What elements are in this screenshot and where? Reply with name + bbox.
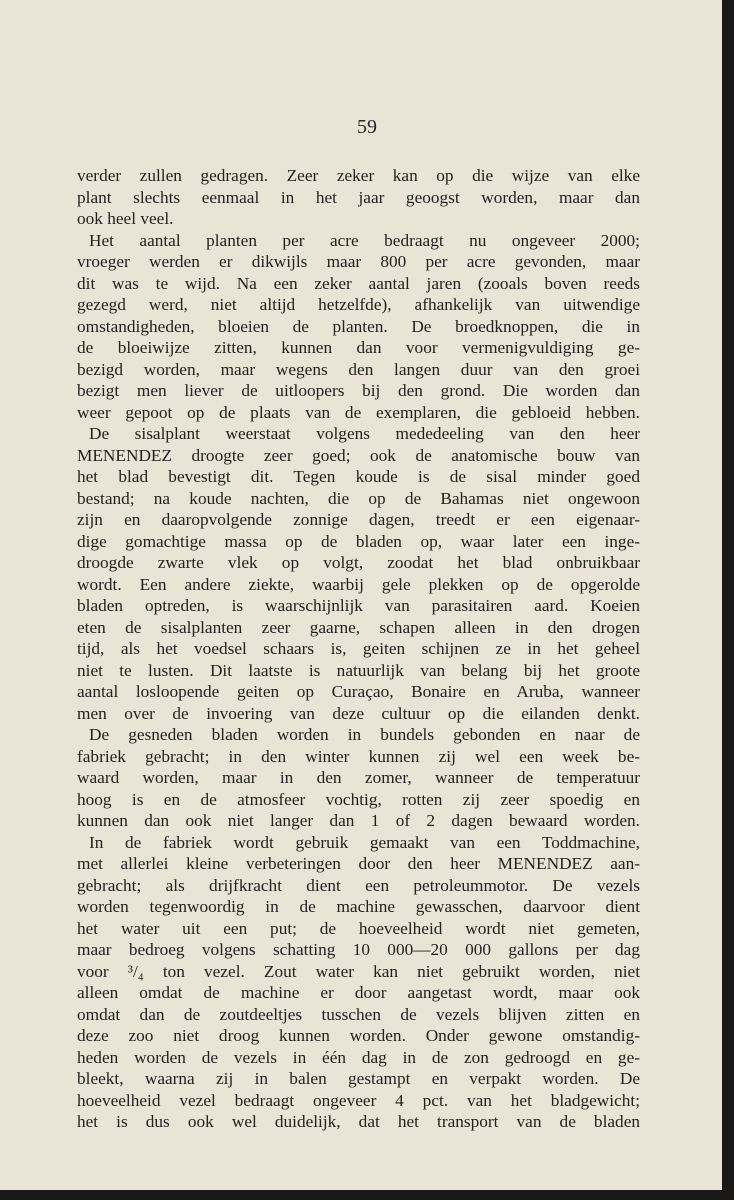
text-line: kunnen dan ook niet langer dan 1 of 2 dagen bewaard worden. <box>77 811 640 830</box>
text-line: het is dus ook wel duidelijk, dat het transport van de bladen <box>77 1112 640 1131</box>
text-line: weer gepoot op de plaats van de exemplaren, die gebloeid hebben. <box>77 402 640 422</box>
text-line: bestand; na koude nachten, die op de Bahamas niet ongewoon <box>77 488 640 508</box>
text-line: deze zoo niet droog kunnen worden. Onder gewone omstandig- <box>77 1026 640 1045</box>
text-line: heden worden de vezels in één dag in de zon gedroogd en ge- <box>77 1047 640 1067</box>
body-text <box>77 165 640 1133</box>
text-line: eten de sisalplanten zeer gaarne, schapen alleen in den drogen <box>77 617 640 637</box>
text-line: verder zullen gedragen. Zeer zeker kan op die wijze van elke <box>77 166 640 185</box>
text-line: voor ³/₄ ton vezel. Zout water kan niet gebruikt worden, niet <box>77 961 640 981</box>
text-line: aantal losloopende geiten op Curaçao, Bonaire en Aruba, wanneer <box>77 682 640 701</box>
text-line: men over de invoering van deze cultuur op die eilanden denkt. <box>77 703 640 723</box>
text-line: ook heel veel. <box>77 209 174 228</box>
text-line: fabriek gebracht; in den winter kunnen zij wel een week be- <box>77 746 640 766</box>
text-line: In de fabriek wordt gebruik gemaakt van een Toddmachine, <box>89 832 640 852</box>
text-line: De sisalplant weerstaat volgens mededeeling van den heer <box>89 424 640 443</box>
text-line: het blad bevestigt dit. Tegen koude is de sisal minder goed <box>77 467 640 486</box>
text-line: bezigt men liever de uitloopers bij den grond. Die worden dan <box>77 381 640 400</box>
text-line: tijd, als het voedsel schaars is, geiten schijnen ze in het geheel <box>77 639 640 658</box>
text-line: bezigd worden, maar wegens den langen duur van den groei <box>77 359 640 379</box>
text-line: zijn en daaropvolgende zonnige dagen, treedt er een eigenaar- <box>77 510 640 529</box>
text-line: het water uit een put; de hoeveelheid wordt niet gemeten, <box>77 918 640 938</box>
text-line: vroeger werden er dikwijls maar 800 per acre gevonden, maar <box>77 252 640 271</box>
text-line: bladen optreden, is waarschijnlijk van parasitairen aard. Koeien <box>77 596 640 615</box>
text-line: omstandigheden, bloeien de planten. De broedknoppen, die in <box>77 316 640 336</box>
text-line: maar bedroeg volgens schatting 10 000—20 000 gallons per dag <box>77 940 640 959</box>
text-line: de bloeiwijze zitten, kunnen dan voor vermenigvuldiging ge- <box>77 338 640 357</box>
text-line: omdat dan de zoutdeeltjes tusschen de vezels blijven zitten en <box>77 1004 640 1024</box>
text-line: niet te lusten. Dit laatste is natuurlijk van belang bij het groote <box>77 660 640 680</box>
text-line: gebracht; als drijfkracht dient een petroleummotor. De vezels <box>77 875 640 895</box>
text-line: met allerlei kleine verbeteringen door den heer MENENDEZ aan- <box>77 854 640 873</box>
text-line: Het aantal planten per acre bedraagt nu ongeveer 2000; <box>89 230 640 250</box>
text-line: plant slechts eenmaal in het jaar geoogst worden, maar dan <box>77 187 640 207</box>
text-line: De gesneden bladen worden in bundels gebonden en naar de <box>89 725 640 744</box>
text-line: wordt. Een andere ziekte, waarbij gele plekken op de opgerolde <box>77 574 640 594</box>
text-line: hoog is en de atmosfeer vochtig, rotten zij zeer spoedig en <box>77 789 640 809</box>
text-line: MENENDEZ droogte zeer goed; ook de anatomische bouw van <box>77 445 640 465</box>
text-line: droogde zwarte vlek op volgt, zoodat het blad onbruikbaar <box>77 553 640 572</box>
text-line: gezegd werd, niet altijd hetzelfde), afhankelijk van uitwendige <box>77 295 640 314</box>
text-line: bleekt, waarna zij in balen gestampt en verpakt worden. De <box>77 1069 640 1088</box>
text-line: dit was te wijd. Na een zeker aantal jaren (zooals boven reeds <box>77 273 640 293</box>
text-line: worden tegenwoordig in de machine gewasschen, daarvoor dient <box>77 897 640 916</box>
page-number: 59 <box>357 116 377 138</box>
text-line: waard worden, maar in den zomer, wanneer de temperatuur <box>77 768 640 787</box>
text-line: hoeveelheid vezel bedraagt ongeveer 4 pct. van het bladgewicht; <box>77 1090 640 1110</box>
text-line: dige gomachtige massa op de bladen op, waar later een inge- <box>77 531 640 551</box>
text-line: alleen omdat de machine er door aangetast wordt, maar ook <box>77 983 640 1002</box>
